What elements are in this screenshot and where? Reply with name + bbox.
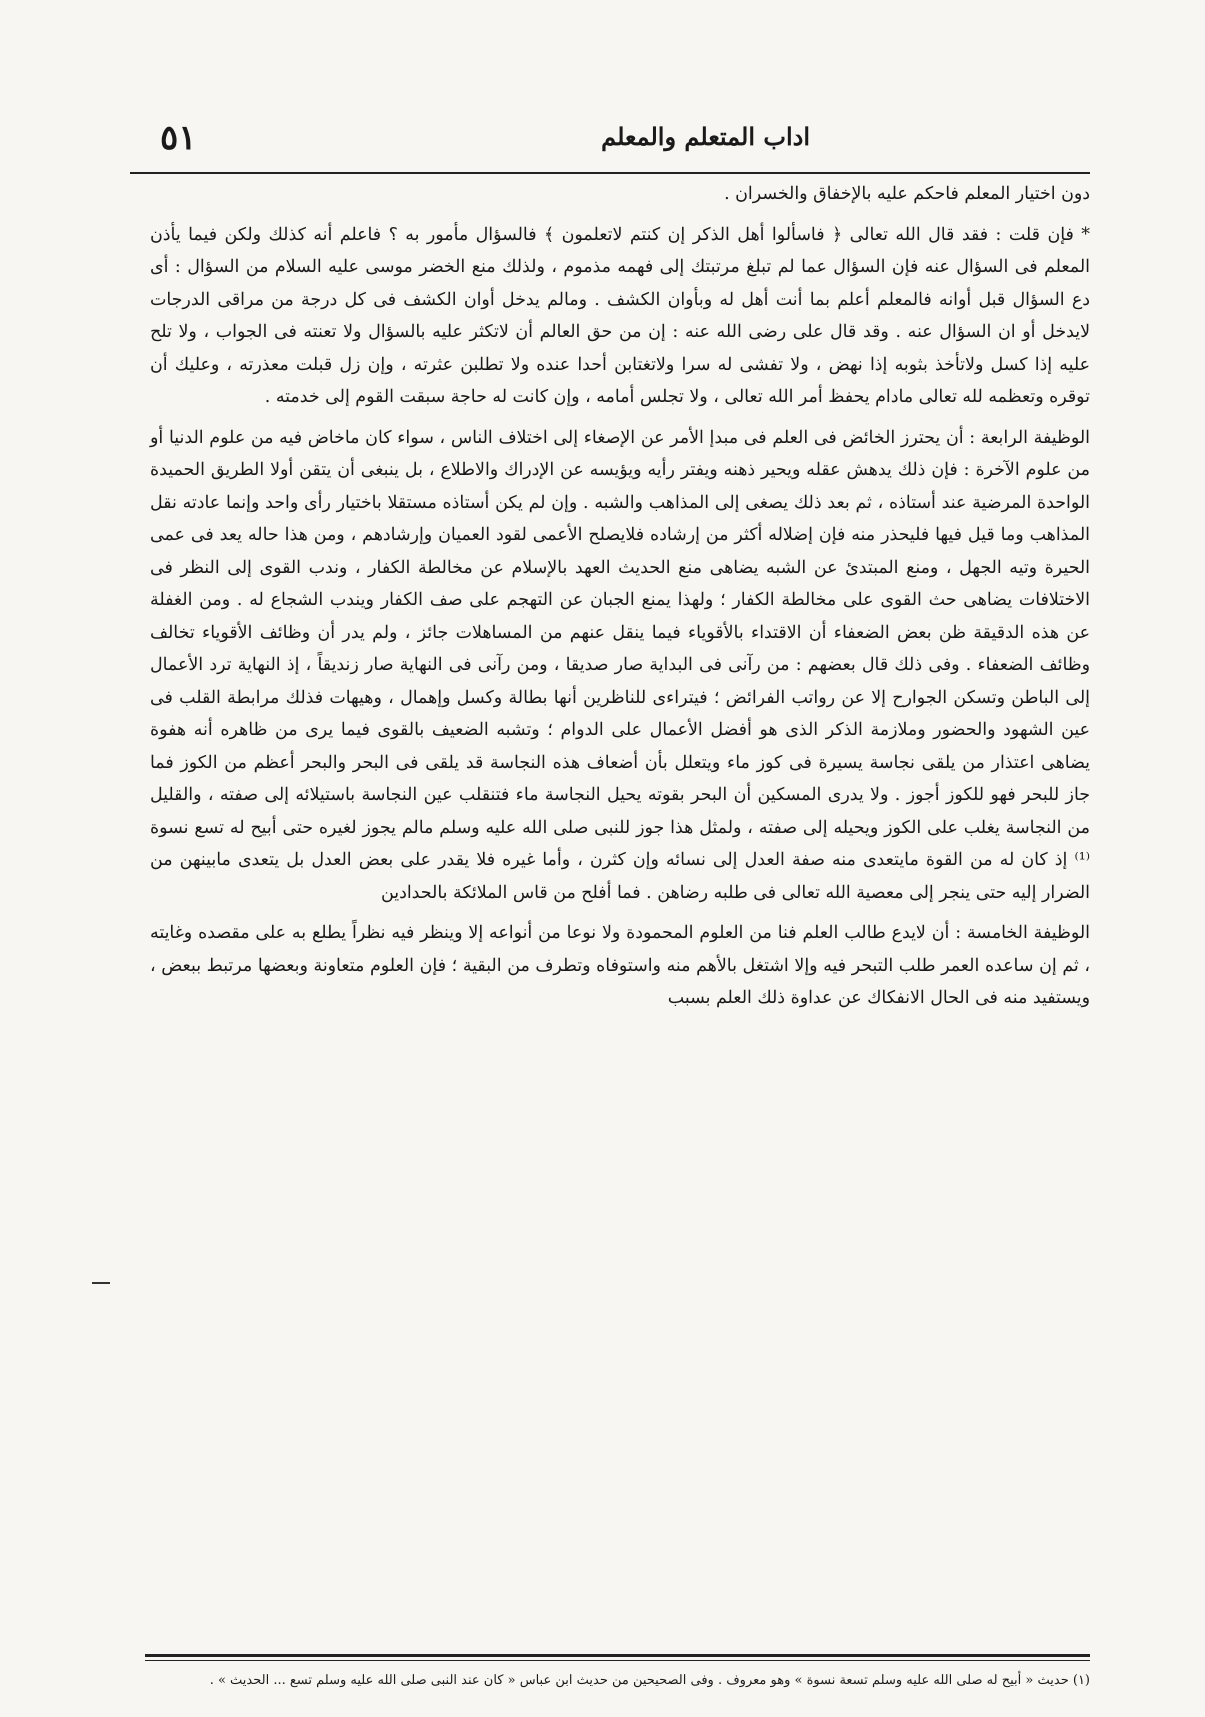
paragraph-fourth-duty: الوظيفة الرابعة : أن يحترز الخائض فى العلم فى مبدإ الأمر عن الإصغاء إلى اختلاف الناس ، سواء كان ماخاض فيه من علوم الدنيا أو من علوم الآخرة : فإن ذلك يدهش عقله ويحير ذهنه ويفتر رأيه ويؤيسه عن الإدراك والاطلاع ، بل ينبغى أن يتقن أولا الطريق الحميدة الواحدة المرضية عند أستاذه ، ثم بعد ذلك يصغى إلى المذاهب والشبه . وإن لم يكن أستاذه مستقلا باختيار رأى واحد وإنما عادته نقل المذاهب وما قيل فيها فليحذر منه فإن إضلاله أكثر من إرشاده فلايصلح الأعمى لقود العميان وإرشادهم ، ومن هذا حاله يعد فى عمى الحيرة وتيه الجهل ، ومنع المبتدئ عن الشبه يضاهى منع الحديث العهد بالإسلام عن مخالطة الكفار ، وندب القوى إلى النظر فى الاختلافات يضاهى حث القوى على مخالطة الكفار ؛ ولهذا يمنع الجبان عن التهجم على صف الكفار ويندب الشجاع له . ومن الغفلة عن هذه الدقيقة ظن بعض الضعفاء أن الاقتداء بالأقوياء فيما ينقل عنهم من المساهلات جائز ، ولم يدر أن وظائف الأقوياء تخالف وظائف الضعفاء . وفى ذلك قال بعضهم : من رآنى فى البداية صار صديقا ، ومن رآنى فى النهاية صار زنديقاً ، إذ النهاية ترد الأعمال إلى الباطن وتسكن الجوارح إلا عن رواتب الفرائض ؛ فيتراءى للناظرين أنها بطالة وكسل وإهمال ، وهيهات فذلك مرابطة القلب فى عين الشهود والحضور وملازمة الذكر الذى هو أفضل الأعمال على الدوام ؛ وتشبه الضعيف بالقوى فيما يرى من ظاهره أنه هفوة يضاهى اعتذار من يلقى نجاسة يسيرة فى كوز ماء ويتعلل بأن أضعاف هذه النجاسة قد يلقى فى البحر والبحر أعظم من الكوز فما جاز للبحر فهو للكوز أجوز . ولا يدرى المسكين أن البحر بقوته يحيل النجاسة ماء فتنقلب عين النجاسة باستيلائه إلى صفته ، والقليل من النجاسة يغلب على الكوز ويحيله إلى صفته ، ولمثل هذا جوز للنبى صلى الله عليه وسلم مالم يجوز لغيره حتى أبيح له تسع نسوة ⁽¹⁾ إذ كان له من القوة مايتعدى منه صفة العدل إلى نسائه وإن كثرن ، وأما غيره فلا يقدر على بعض العدل بل يتعدى مابينهن من الضرار إليه حتى ينجر إلى معصية الله تعالى فى طلبه رضاهن . فما أفلح من قاس الملائكة بالحدادين: [150, 427, 1090, 903]
footnote: (١) حديث « أبيح له صلى الله عليه وسلم تسعة نسوة » وهو معروف . وفى الصحيحين من حديث ابن عباس « كان عند النبى صلى الله عليه وسلم تسع ... الحديث » .: [209, 1673, 1090, 1688]
paragraph-question: * فإن قلت : فقد قال الله تعالى ﴿ فاسألوا أهل الذكر إن كنتم لاتعلمون ﴾ فالسؤال مأمور به ؟ فاعلم أنه كذلك ولكن فيما يأذن المعلم فى السؤال عنه فإن السؤال عما لم تبلغ مرتبتك إلى فهمه مذموم ، ولذلك منع الخضر موسى عليه السلام من السؤال : أى دع السؤال قبل أوانه فالمعلم أعلم بما أنت أهل له وبأوان الكشف . ومالم يدخل أوان الكشف فى كل درجة من مراقى الدرجات لايدخل أو ان السؤال عنه . وقد قال على رضى الله عنه : إن من حق العالم أن لاتكثر عليه بالسؤال ولا تعنته فى الجواب ، ولا تلح عليه إذا كسل ولاتأخذ بثوبه إذا نهض ، ولا تفشى له سرا ولاتغتابن أحدا عنده ولا تطلبن عثرته ، وإن زل قبلت معذرته ، وعليك أن توقره وتعظمه لله تعالى مادام يحفظ أمر الله تعالى ، ولا تجلس أمامه ، وإن كانت له حاجة سبقت القوم إلى خدمته .: [150, 224, 1090, 407]
page-number: ٥١: [160, 118, 197, 158]
margin-mark: [92, 1282, 110, 1284]
page-header: [130, 118, 1110, 168]
footnote-divider: [145, 1654, 1090, 1657]
running-title: اداب المتعلم والمعلم: [601, 122, 810, 151]
paragraph-fifth-duty: الوظيفة الخامسة : أن لايدع طالب العلم فنا من العلوم المحمودة ولا نوعا من أنواعه إلا وينظر فيه نظراً يطلع به على مقصده وغايته ، ثم إن ساعده العمر طلب التبحر فيه وإلا اشتغل بالأهم منه واستوفاه وتطرف من البقية ؛ فإن العلوم متعاونة وبعضها مرتبط ببعض ، ويستفيد منه فى الحال الانفكاك عن عداوة ذلك العلم بسبب: [150, 923, 1090, 1008]
footnote-divider-thin: [145, 1660, 1090, 1661]
main-text: [150, 178, 1090, 1015]
header-divider: [130, 172, 1090, 174]
paragraph-continuation: دون اختيار المعلم فاحكم عليه بالإخفاق والخسران .: [724, 184, 1090, 204]
